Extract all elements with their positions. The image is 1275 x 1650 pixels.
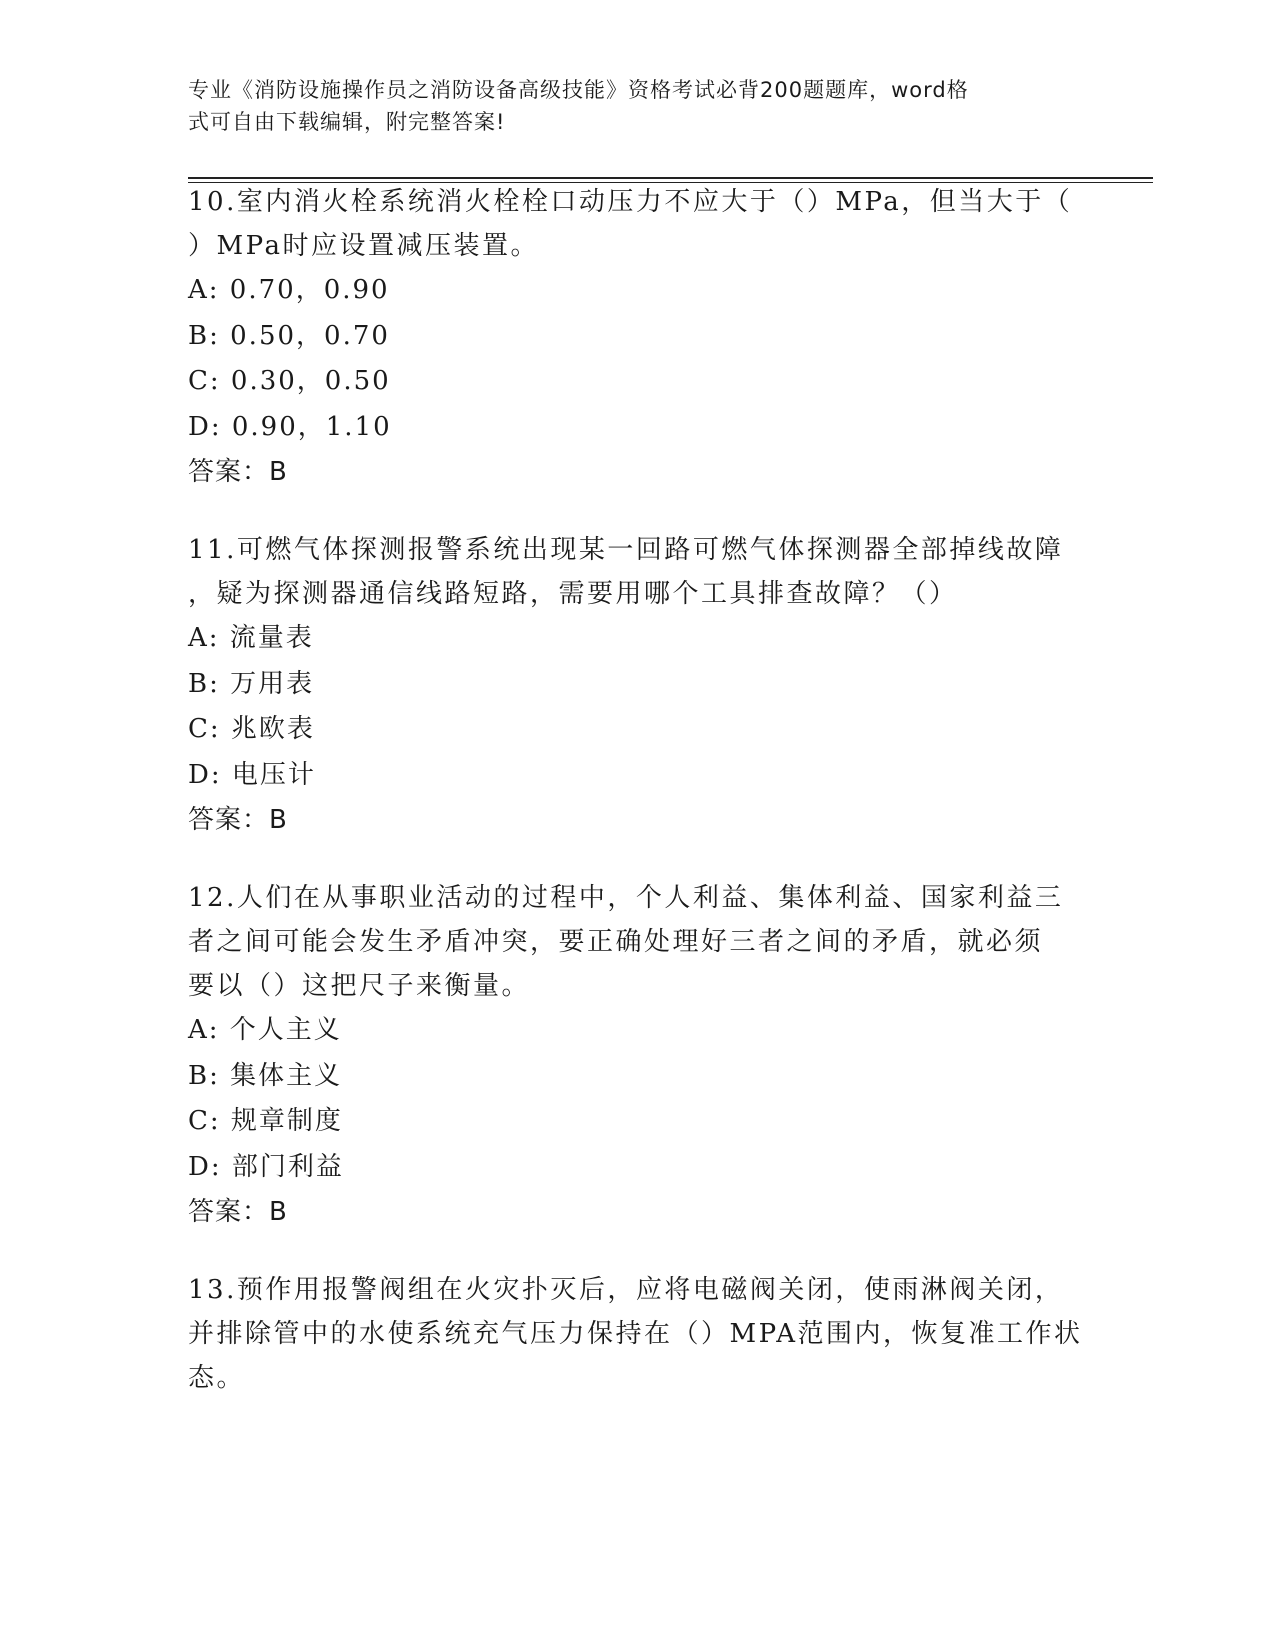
option-c: C: 规章制度: [188, 1106, 343, 1136]
option-d: D: 电压计: [188, 759, 316, 790]
option-d: D: 0.90，1.10: [188, 411, 392, 442]
option-a: A: 个人主义: [188, 1015, 342, 1045]
question-text-line: 13.预作用报警阀组在火灾扑灭后，应将电磁阀关闭，使雨淋阀关闭，: [188, 1275, 1064, 1305]
option-c: C: 兆欧表: [188, 714, 315, 744]
question-text-line: 10.室内消火栓系统消火栓栓口动压力不应大于（）MPa，但当大于（: [188, 187, 1073, 217]
question-13: [188, 1268, 1088, 1400]
question-text-line: 者之间可能会发生矛盾冲突，要正确处理好三者之间的矛盾，就必须: [188, 927, 1044, 957]
header-line-1: 专业《消防设施操作员之消防设备高级技能》资格考试必背200题题库，word格: [188, 78, 969, 102]
question-text-line: ）MPa时应设置减压装置。: [188, 231, 539, 261]
answer: 答案：B: [188, 805, 288, 835]
option-b: B: 集体主义: [188, 1060, 343, 1091]
answer: 答案：B: [188, 1197, 288, 1227]
question-text-line: 12.人们在从事职业活动的过程中，个人利益、集体利益、国家利益三: [188, 883, 1064, 913]
option-b: B: 0.50，0.70: [188, 320, 390, 351]
document-header: [188, 74, 1068, 138]
option-c: C: 0.30，0.50: [188, 366, 391, 396]
question-12: [188, 876, 1088, 1234]
answer: 答案：B: [188, 457, 288, 487]
question-text-line: 11.可燃气体探测报警系统出现某一回路可燃气体探测器全部掉线故障: [188, 535, 1064, 565]
header-line-2: 式可自由下载编辑，附完整答案!: [188, 110, 506, 134]
question-11: [188, 528, 1088, 842]
option-a: A: 流量表: [188, 623, 314, 653]
question-text-line: 态。: [188, 1363, 246, 1393]
question-text-line: 并排除管中的水使系统充气压力保持在（）MPA范围内，恢复准工作状: [188, 1319, 1083, 1349]
option-a: A: 0.70，0.90: [188, 275, 390, 305]
option-b: B: 万用表: [188, 668, 315, 699]
option-d: D: 部门利益: [188, 1151, 344, 1182]
question-10: [188, 180, 1088, 494]
question-text-line: 要以（）这把尺子来衡量。: [188, 971, 531, 1001]
question-text-line: ，疑为探测器通信线路短路，需要用哪个工具排查故障？（）: [188, 579, 958, 609]
header-rule-thick: [188, 177, 1153, 179]
